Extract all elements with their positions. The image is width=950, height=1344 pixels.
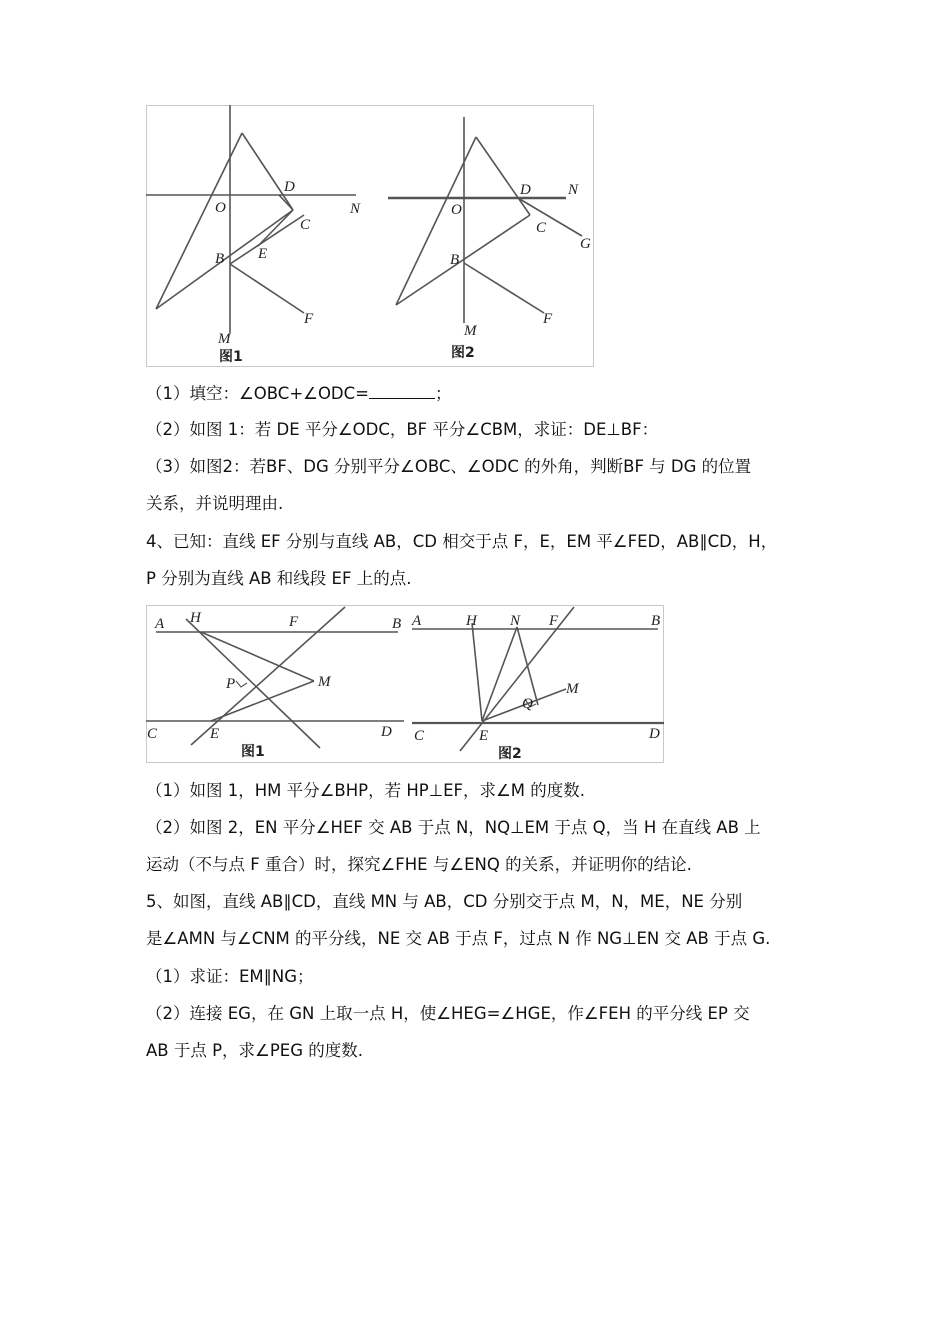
fig2-label-o: O — [451, 202, 462, 218]
fig2-caption: 图2 — [451, 345, 475, 361]
fig1-label-o: O — [215, 200, 226, 216]
fig1-label-e: E — [258, 246, 268, 262]
figure-group-1-svg — [146, 105, 594, 367]
fig4-2-label-d: D — [649, 726, 660, 742]
fig1-label-c: C — [300, 217, 311, 233]
fig4-2-label-e: E — [479, 728, 489, 744]
figure-group-2-svg — [146, 605, 664, 763]
fig2-label-f: F — [543, 311, 553, 327]
fig4-2-label-n: N — [510, 613, 521, 629]
fig4-1-label-h: H — [190, 610, 201, 626]
fig2-label-m: M — [464, 323, 477, 339]
fig4-1-label-f: F — [289, 614, 299, 630]
fig2-label-b: B — [450, 252, 460, 268]
fig1-label-f: F — [304, 311, 314, 327]
fig1-label-n: N — [350, 201, 361, 217]
fig4-2-label-h: H — [466, 613, 477, 629]
fig2-label-c: C — [536, 220, 547, 236]
fig4-1-label-a: A — [155, 616, 165, 632]
q4-part2-line1: （2）如图 2，EN 平分∠HEF 交 AB 于点 N，NQ⊥EM 于点 Q，当 H 在直线 AB 上 — [146, 818, 761, 837]
fig4-1-caption: 图1 — [241, 744, 265, 760]
figure-group-1 — [146, 105, 594, 367]
fig4-2-label-a: A — [412, 613, 422, 629]
fig2-label-d: D — [520, 182, 531, 198]
fig4-2-label-c: C — [414, 728, 425, 744]
q5-part1: （1）求证：EM∥NG； — [146, 967, 314, 986]
fig4-2-caption: 图2 — [498, 746, 522, 762]
figure-group-2 — [146, 605, 664, 763]
q5-part2-line2: AB 于点 P，求∠PEG 的度数. — [146, 1041, 363, 1060]
fig1-label-d: D — [284, 179, 295, 195]
figure-1-diagram — [146, 105, 356, 333]
figure-2-diagram — [388, 117, 582, 323]
q5-part2-line1: （2）连接 EG，在 GN 上取一点 H，使∠HEG=∠HGE，作∠FEH 的平分线 EP 交 — [146, 1004, 750, 1023]
q3-part1-tail: ； — [434, 384, 452, 403]
q3-part1-text: （1）填空：∠OBC+∠ODC= — [146, 384, 369, 403]
fig4-2-label-f: F — [549, 613, 559, 629]
fig1-label-b: B — [215, 251, 225, 267]
fig4-1-label-p: P — [226, 676, 236, 692]
fig4-1-label-c: C — [147, 726, 158, 742]
q4-stem-line2: P 分别为直线 AB 和线段 EF 上的点. — [146, 569, 412, 588]
fig4-2-label-m: M — [566, 681, 579, 697]
fig2-label-g: G — [580, 236, 591, 252]
fig1-caption: 图1 — [219, 349, 243, 365]
q3-part3-line2: 关系，并说明理由. — [146, 494, 284, 513]
figure-1-parallel-diagram — [146, 607, 404, 748]
q3-part2: （2）如图 1：若 DE 平分∠ODC，BF 平分∠CBM，求证：DE⊥BF： — [146, 420, 659, 439]
q3-part3-line1: （3）如图2：若BF、DG 分别平分∠OBC、∠ODC 的外角，判断BF 与 DG 的位置 — [146, 457, 752, 476]
q4-part2-line2: 运动（不与点 F 重合）时，探究∠FHE 与∠ENQ 的关系，并证明你的结论. — [146, 855, 692, 874]
q5-stem-line2: 是∠AMN 与∠CNM 的平分线，NE 交 AB 于点 F，过点 N 作 NG⊥EN 交 AB 于点 G. — [146, 929, 771, 948]
q3-answer-blank — [369, 383, 435, 399]
fig4-1-label-b: B — [392, 616, 402, 632]
fig4-2-label-b: B — [651, 613, 661, 629]
fig2-label-n: N — [568, 182, 579, 198]
fig4-1-label-e: E — [210, 726, 220, 742]
figure-2-parallel-diagram — [412, 607, 664, 751]
fig1-label-m: M — [218, 331, 231, 347]
fig4-1-label-m: M — [318, 674, 331, 690]
q5-stem-line1: 5、如图，直线 AB∥CD，直线 MN 与 AB，CD 分别交于点 M，N，ME，NE 分别 — [146, 892, 743, 911]
fig4-2-label-q: Q — [522, 696, 533, 712]
q3-part1 — [146, 383, 816, 404]
q4-part1: （1）如图 1，HM 平分∠BHP，若 HP⊥EF，求∠M 的度数. — [146, 781, 586, 800]
q4-stem-line1: 4、已知：直线 EF 分别与直线 AB，CD 相交于点 F，E，EM 平∠FED，AB∥CD，H， — [146, 532, 778, 551]
fig4-1-label-d: D — [381, 724, 392, 740]
